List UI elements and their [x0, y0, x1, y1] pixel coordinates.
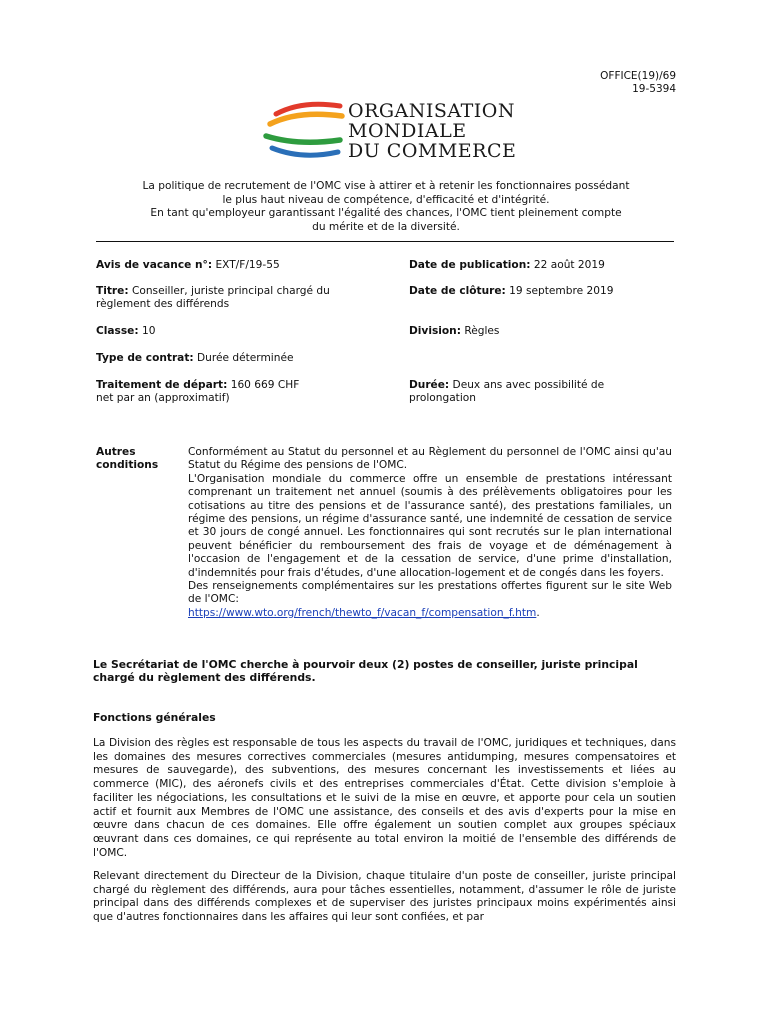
vacancy-value: EXT/F/19-55: [215, 259, 280, 271]
vacancy-headline: Le Secrétariat de l'OMC cherche à pourvoir deux (2) postes de conseiller, juriste principal chargé du règlement des différends.: [93, 658, 638, 685]
publication-value: 22 août 2019: [533, 259, 605, 271]
duration-value: Deux ans avec possibilité de: [452, 379, 605, 391]
other-conditions-label: [96, 446, 176, 473]
logo-arc-blue: [272, 148, 338, 155]
contract-label: Type de contrat:: [96, 352, 194, 364]
logo-arc-green: [266, 136, 340, 142]
division: [409, 325, 499, 338]
header-divider: [96, 241, 674, 242]
salary-value-cont: net par an (approximatif): [96, 392, 230, 405]
publication-label: Date de publication:: [409, 259, 531, 271]
org-line-2: MONDIALE: [348, 120, 467, 142]
grade-label: Classe:: [96, 325, 139, 337]
title-value: Conseiller, juriste principal chargé du: [131, 285, 330, 297]
division-value: Règles: [464, 325, 500, 337]
recruitment-policy: [96, 180, 676, 234]
salary-label: Traitement de départ:: [96, 379, 228, 391]
grade: [96, 325, 155, 338]
conditions-paragraph-3: Des renseignements complémentaires sur les prestations offertes figurent sur le site Web de l'OMC:: [188, 580, 672, 606]
conditions-paragraph-2: L'Organisation mondiale du commerce offre un ensemble de prestations intéressant comprenant un traitement net annuel (soumis à des prélèvements obligatoires pour les cotisations au titre des pensions et de l'assurance santé), des prestations familiales, un régime des pensions, un régime d'assurance santé, une indemnité de cessation de service et 30 jours de congé annuel. Les fonctionnaires qui sont recrutés sur le plan international peuvent bénéficier du remboursement des frais de voyage et de déménagement à l'occasion de l'engagement et de la cessation de service, d'une prime d'installation, d'indemnités pour frais d'études, d'une allocation-logement et de congés dans les foyers.: [188, 472, 672, 579]
title-value-cont: règlement des différends: [96, 298, 230, 311]
document-reference: [600, 70, 676, 96]
other-conditions-body: [188, 446, 672, 620]
publication-date: [409, 259, 605, 272]
starting-salary: [96, 379, 386, 406]
functions-paragraph-2: Relevant directement du Directeur de la Division, chaque titulaire d'un poste de conseiller, juriste principal chargé du règlement des différends, aura pour tâches essentielles, notamment, d'assumer le rôle de juriste principal dans des différends complexes et de superviser des juristes principaux moins expérimentés ainsi que d'autres fonctionnaires dans les affaires qui leur sont confiées, et par: [93, 870, 676, 924]
vacancy-number: [96, 259, 280, 272]
office-number: OFFICE(19)/69: [600, 70, 676, 82]
conditions-label-1: Autres: [96, 446, 136, 458]
document-number: 19-5394: [632, 83, 676, 95]
link-suffix: .: [536, 606, 540, 619]
closing-date: [409, 285, 613, 298]
division-label: Division:: [409, 325, 461, 337]
conditions-paragraph-1: Conformément au Statut du personnel et au Règlement du personnel de l'OMC ainsi qu'au Statut du Régime des pensions de l'OMC.: [188, 446, 672, 472]
grade-value: 10: [141, 325, 156, 337]
title-label: Titre:: [96, 285, 129, 297]
job-title: [96, 285, 376, 312]
duration-value-cont: prolongation: [409, 392, 476, 405]
duration-label: Durée:: [409, 379, 450, 391]
organisation-name: [348, 101, 516, 161]
policy-line-1: La politique de recrutement de l'OMC vise à attirer et à retenir les fonctionnaires possédant: [142, 180, 630, 192]
logo-arc-orange: [270, 114, 342, 124]
duration: [409, 379, 674, 406]
vacancy-label: Avis de vacance n°:: [96, 259, 213, 271]
policy-line-4: du mérite et de la diversité.: [312, 220, 460, 233]
org-line-3: DU COMMERCE: [348, 140, 517, 162]
policy-line-3: En tant qu'employeur garantissant l'égalité des chances, l'OMC tient pleinement compte: [150, 207, 622, 220]
contract-value: Durée déterminée: [197, 352, 294, 364]
policy-line-2: le plus haut niveau de compétence, d'efficacité et d'intégrité.: [222, 193, 550, 206]
compensation-link-line: [188, 607, 672, 620]
closing-label: Date de clôture:: [409, 285, 506, 297]
salary-value: 160 669 CHF: [230, 379, 300, 391]
closing-value: 19 septembre 2019: [509, 285, 614, 297]
functions-paragraph-1: La Division des règles est responsable de tous les aspects du travail de l'OMC, juridiques et techniques, dans les domaines des mesures correctives commerciales (mesures antidumping, mesures compensatoires et mesures de sauvegarde), des subventions, des mesures concernant les investissements et liées au commerce (MIC), des aéronefs civils et des entreprises commerciales d'État. Cette division s'emploie à faciliter les négociations, les consultations et le suivi de la mise en œuvre, et apporte pour cela un soutien actif et fournit aux Membres de l'OMC une assistance, des conseils et des avis d'experts pour la mise en œuvre dans chacun de ces domaines. Elle offre également un soutien complet aux groupes spéciaux œuvrant dans ces domaines, ce qui représente au total environ la moitié de l'ensemble des différends de l'OMC.: [93, 737, 676, 859]
contract-type: [96, 352, 294, 365]
org-line-1: ORGANISATION: [348, 100, 515, 122]
compensation-link[interactable]: https://www.wto.org/french/thewto_f/vacan_f/compensation_f.htm: [188, 606, 537, 619]
section-title: Fonctions générales: [93, 711, 216, 724]
conditions-label-2: conditions: [96, 459, 159, 472]
